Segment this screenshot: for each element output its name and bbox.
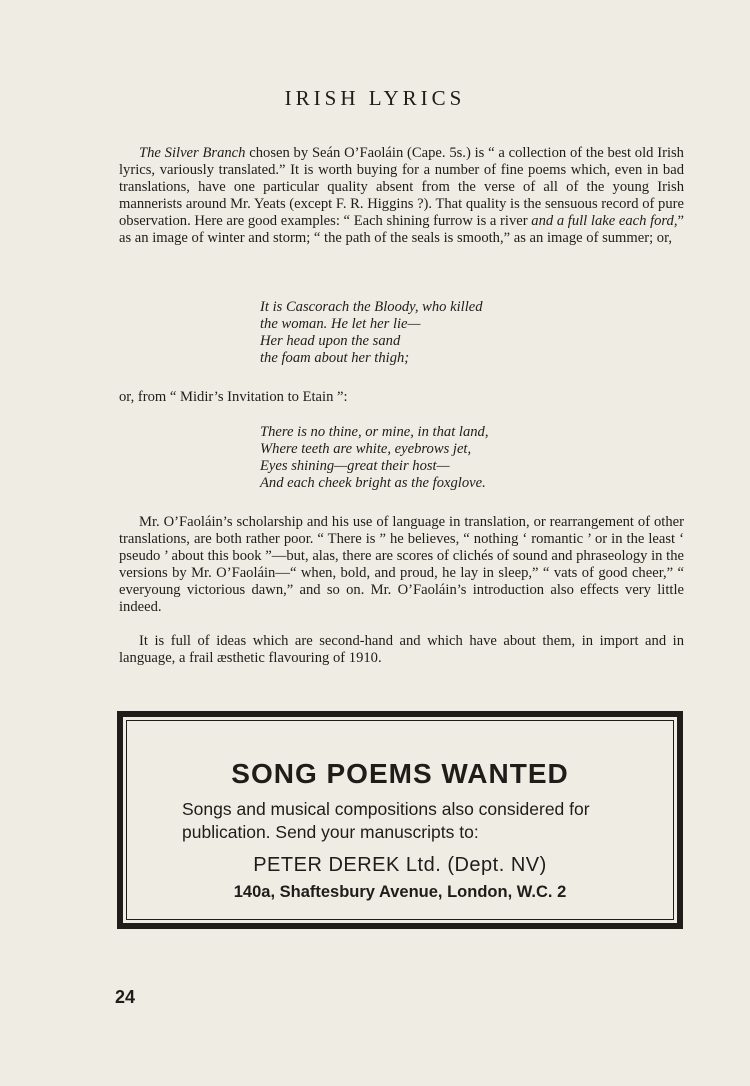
article-title: IRISH LYRICS [284, 86, 466, 110]
poem-line: And each cheek bright as the foxglove. [260, 475, 486, 491]
paragraph-1-text: chosen by Seán O’Faoláin (Cape. 5s.) is “ a collection of the best old Irish lyrics, variously translated.” It is worth buying for a number of fine poems which, even in bad translations, have one particular quality absent from the verse of all of the young Irish mannerists around Mr. Yeats (except F. R. Higgins ?). That quality is the sensuous record of pure observation. Here are good examples: “ Each shining furrow is a river [119, 145, 684, 229]
ad-headline: SONG POEMS WANTED [231, 758, 569, 789]
poem-line: It is Cascorach the Bloody, who killed [260, 299, 483, 315]
article-paragraph-2: or, from “ Midir’s Invitation to Etain ”: [119, 389, 348, 405]
poem-line: Eyes shining—great their host— [260, 458, 450, 474]
poem-excerpt-1 [260, 299, 680, 367]
article-paragraph-4: It is full of ideas which are second-hand and which have about them, in import and in language, a frail æsthetic flavouring of 1910. [119, 633, 684, 666]
article-paragraph-1 [119, 145, 684, 247]
paragraph-1-tail: ” as an image of winter and storm; “ the path of the seals is smooth,” as an image of summer; or, [119, 213, 684, 246]
poem-line: Her head upon the sand [260, 333, 401, 349]
ad-body-text: Songs and musical compositions also considered for publication. Send your manuscripts to: [182, 799, 590, 842]
poem-line: Where teeth are white, eyebrows jet, [260, 441, 472, 457]
page-number: 24 [115, 987, 136, 1007]
advertisement-box [117, 711, 683, 929]
quoted-phrase: and a full lake each ford, [531, 213, 678, 229]
book-title: The Silver Branch [139, 145, 246, 161]
poem-line: the woman. He let her lie— [260, 316, 421, 332]
poem-excerpt-2 [260, 424, 680, 492]
poem-line: There is no thine, or mine, in that land, [260, 424, 489, 440]
advertisement-inner-border [126, 720, 674, 920]
ad-company-name: PETER DEREK Ltd. (Dept. NV) [253, 854, 547, 876]
poem-line: the foam about her thigh; [260, 350, 410, 366]
article-paragraph-3: Mr. O’Faoláin’s scholarship and his use of language in translation, or rearrangement of other translations, are both rather poor. “ There is ” he believes, “ nothing ‘ romantic ’ or in the least ‘ pseudo ’ about this book ”—but, alas, there are scores of clichés of sound and phraseology in the versions by Mr. O’Faoláin—“ when, bold, and proud, he lay in sleep,” “ vats of good cheer,” “ everyoung victorious dawn,” and so on. Mr. O’Faoláin’s introduction also effects very little indeed. [119, 514, 684, 615]
ad-address: 140a, Shaftesbury Avenue, London, W.C. 2 [233, 883, 567, 901]
